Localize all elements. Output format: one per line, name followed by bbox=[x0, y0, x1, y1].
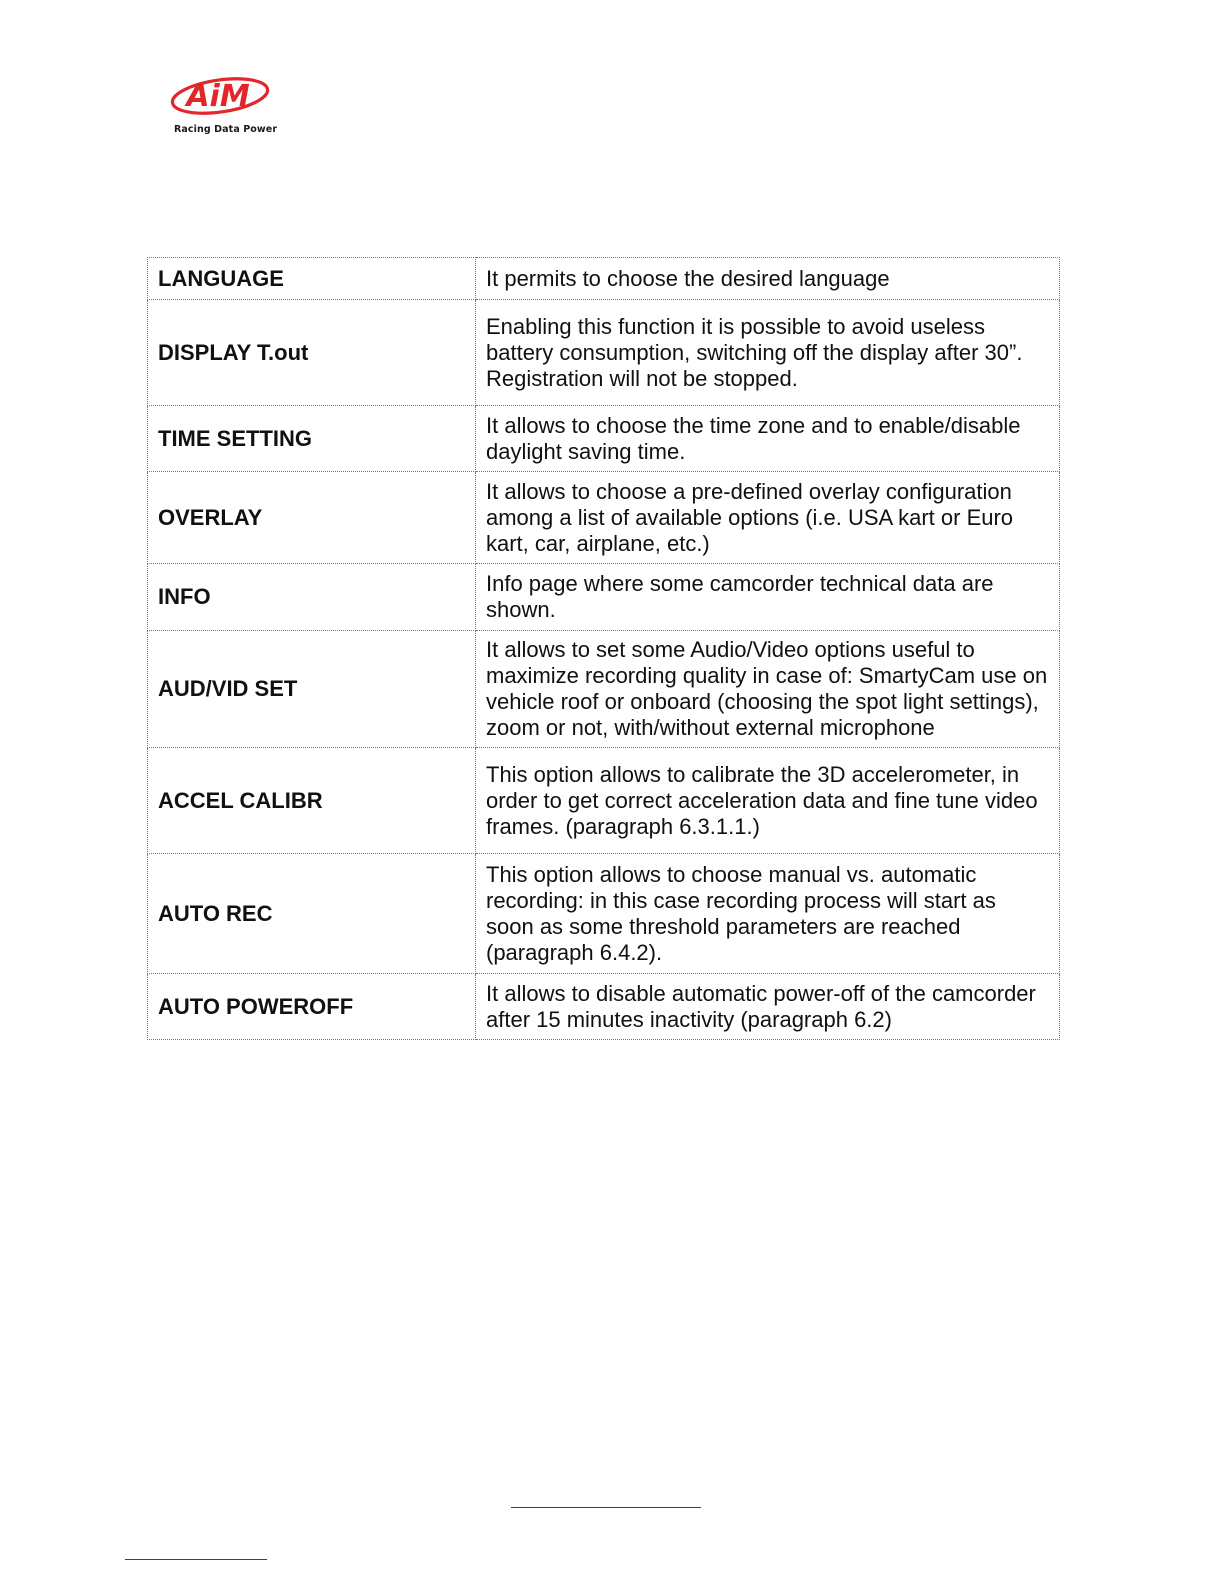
setting-description: It allows to choose a pre-defined overlay configuration among a list of available options (i.e. USA kart or Euro kart, car, airplane, etc.) bbox=[476, 472, 1060, 564]
setting-label: AUD/VID SET bbox=[148, 631, 476, 748]
table-row bbox=[148, 564, 1060, 631]
setting-description: It allows to set some Audio/Video options useful to maximize recording quality in case of: SmartyCam use on vehicle roof or onboard (choosing the spot light settings), zoom or not, with/without external microphone bbox=[476, 631, 1060, 748]
footnote-separator bbox=[125, 1543, 267, 1560]
setting-label: AUTO POWEROFF bbox=[148, 974, 476, 1040]
setting-label: AUTO REC bbox=[148, 854, 476, 974]
table-row bbox=[148, 748, 1060, 854]
setting-description: This option allows to calibrate the 3D accelerometer, in order to get correct acceleration data and fine tune video frames. (paragraph 6.3.1.1.) bbox=[476, 748, 1060, 854]
table-row bbox=[148, 406, 1060, 472]
table-row bbox=[148, 300, 1060, 406]
setting-label: INFO bbox=[148, 564, 476, 631]
table-row bbox=[148, 258, 1060, 300]
logo-wordmark: AiM bbox=[186, 79, 250, 114]
logo-tagline: Racing Data Power bbox=[174, 124, 278, 135]
setting-label: LANGUAGE bbox=[148, 258, 476, 300]
setting-description: It allows to disable automatic power-off of the camcorder after 15 minutes inactivity (paragraph 6.2) bbox=[476, 974, 1060, 1040]
aim-logo-mark bbox=[168, 72, 272, 120]
setting-description: It permits to choose the desired language bbox=[476, 258, 1060, 300]
table-row bbox=[148, 472, 1060, 564]
setting-label: OVERLAY bbox=[148, 472, 476, 564]
setting-description: Info page where some camcorder technical data are shown. bbox=[476, 564, 1060, 631]
setting-label: DISPLAY T.out bbox=[148, 300, 476, 406]
setting-label: ACCEL CALIBR bbox=[148, 748, 476, 854]
setting-description: It allows to choose the time zone and to enable/disable daylight saving time. bbox=[476, 406, 1060, 472]
table-row bbox=[148, 854, 1060, 974]
setting-label: TIME SETTING bbox=[148, 406, 476, 472]
table-row bbox=[148, 631, 1060, 748]
setting-description: Enabling this function it is possible to avoid useless battery consumption, switching off the display after 30”. Registration will not be stopped. bbox=[476, 300, 1060, 406]
footer-link[interactable] bbox=[511, 1491, 701, 1508]
table-row bbox=[148, 974, 1060, 1040]
settings-table bbox=[147, 257, 1060, 1040]
aim-logo bbox=[168, 72, 278, 138]
setting-description: This option allows to choose manual vs. automatic recording: in this case recording process will start as soon as some threshold parameters are reached (paragraph 6.4.2). bbox=[476, 854, 1060, 974]
